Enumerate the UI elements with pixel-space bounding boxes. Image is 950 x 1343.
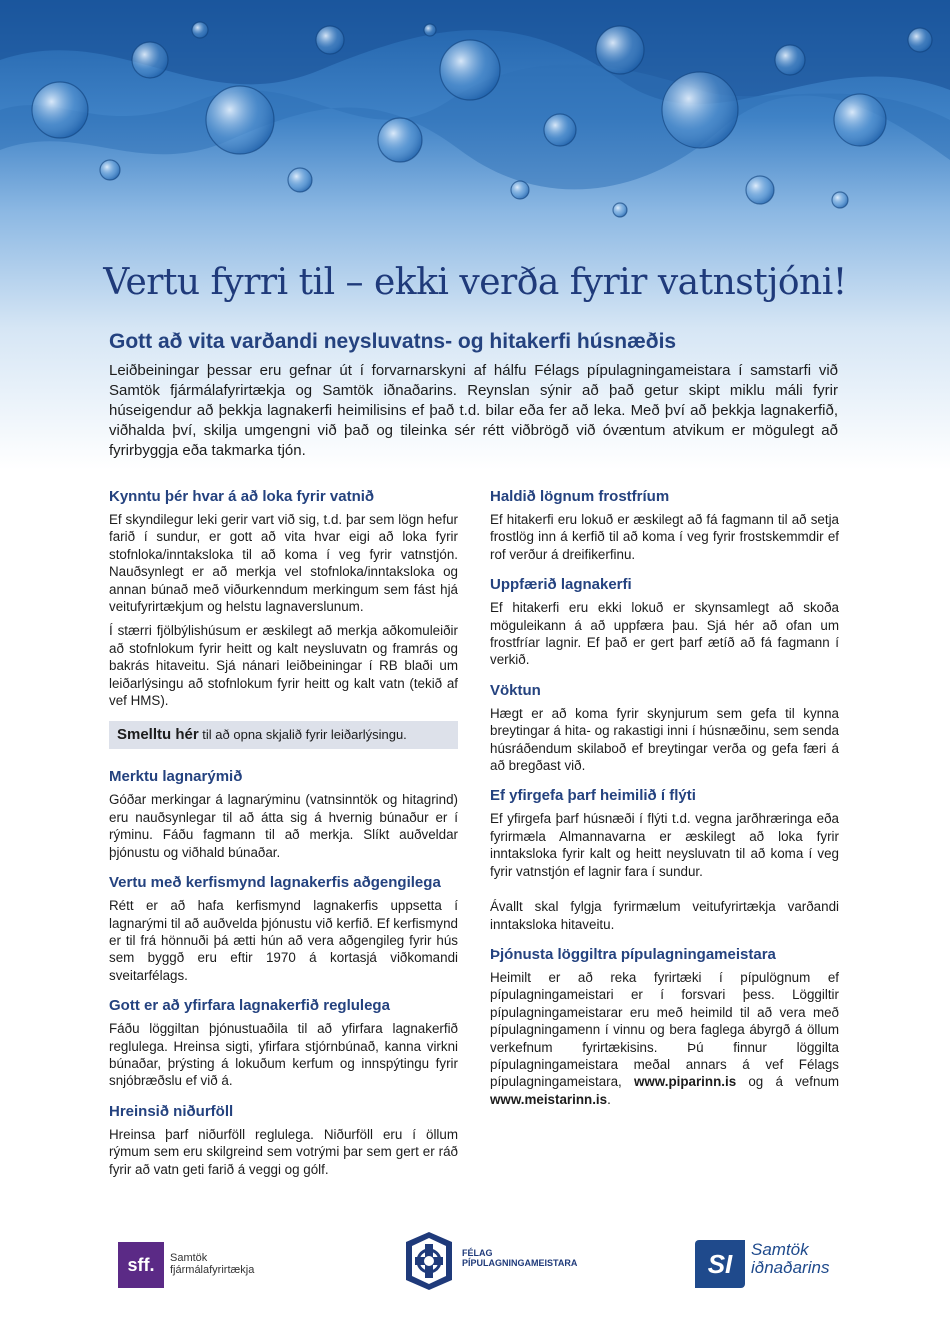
section-frost <box>490 487 839 563</box>
open-document-link[interactable] <box>109 721 458 749</box>
section-heading: Ef yfirgefa þarf heimilið í flýti <box>490 787 696 805</box>
fp-line2: PÍPULAGNINGAMEISTARA <box>462 1258 578 1268</box>
section-drains <box>109 1102 458 1178</box>
section-system-diagram <box>109 873 458 984</box>
plumbers-text-mid: og á vefnum <box>736 1074 840 1090</box>
si-line2: iðnaðarins <box>751 1258 830 1277</box>
section-heading: Haldið lögnum frostfríum <box>490 488 670 505</box>
click-here-rest: til að opna skjalið fyrir leiðarlýsingu. <box>198 727 407 743</box>
section-text: Ef yfirgefa þarf húsnæði í flýti t.d. vegna jarðhræringa eða fyrirmæla Almannavarna er æskilegt að loka fyrir inntaksloka fyrir kalt og heitt neysluvatn til að koma í veg fyrir vatnstjón ef lagnir fara í sundur. <box>490 811 839 879</box>
section-text <box>490 969 839 1108</box>
section-monitoring <box>490 681 839 775</box>
plumbers-text: Heimilt er að reka fyrirtæki í pípulögnum ef pípulagningameistari er í forsvari þess. Löggiltir pípulagningameistarar eru með heimild til að vera með pípulagningamenn í vinnu og bera faglega ábyrgð á öllum verkefnum fyrirtækisins. Þú finnur löggilta pípulagningameistara meðal annars á vef Félags pípulagningameistara, <box>490 969 839 1090</box>
piparinn-link[interactable]: www.piparinn.is <box>633 1074 737 1090</box>
fp-logo <box>404 1230 578 1297</box>
si-logo-mark: SI <box>695 1240 745 1288</box>
sff-logo-mark: sff. <box>118 1242 164 1288</box>
section-heading: Þjónusta löggiltra pípulagningameistara <box>490 945 776 963</box>
si-logo-text <box>751 1241 829 1277</box>
section-text: Ef hitakerfi eru ekki lokuð er skynsamlegt að skoða möguleikann á að uppfæra þau. Sjá hér að ofan um frostfríar lagnir. Ef það er gert þarf ætíð að fá fagmann í verkið. <box>490 600 839 668</box>
right-column <box>490 487 839 1120</box>
section-text: Rétt er að hafa kerfismynd lagnakerfis uppsetta í lagnarými til að auðvelda þjónustu við kerfið. Ef kerfismynd er til frá hönnuði þá ætti hún að vera aðgengileg fyrir hús sem byggð eru eftir 1970 á kortasjá viðkomandi sveitarfélags. <box>109 898 458 983</box>
section-heading: Hreinsið niðurföll <box>109 1102 234 1120</box>
section-upgrade <box>490 575 839 669</box>
sff-line2: fjármálafyrirtækja <box>170 1264 255 1276</box>
section-heading: Vöktun <box>490 681 541 699</box>
section-plumbers <box>490 945 839 1108</box>
intro-paragraph: Leiðbeiningar þessar eru gefnar út í forvarnarskyni af hálfu Félags pípulagningameistara í samstarfi við Samtök fjármálafyrirtækja og Samtök iðnaðarins. Reynslan sýnir að það getur skipt miklu máli fyrir húseigendur að þekkja lagnakerfi heimilisins ef það t.d. bilar eða fer að leka. Með því að þekkja lagnakerfið, viðhalda því, skilja umgengni við það og tileinka sér rétt viðbrögð við óvæntum atvikum er mögulegt að fyrirbyggja eða takmarka tjón. <box>109 362 838 459</box>
sff-logo-text <box>170 1252 254 1276</box>
si-line1: Samtök <box>751 1240 809 1259</box>
section-shutoff <box>109 487 458 709</box>
section-text: Í stærri fjölbýlishúsum er æskilegt að merkja aðkomuleiðir að stofnlokum fyrir heitt og kalt neysluvatn og framrás og bakrás hitaveitu. Sjá nánari leiðbeiningar í RB blaði um leiðarlýsingu að stofnlokum fyrir heitt og kalt vatn (tekið af vef HMS). <box>109 623 458 709</box>
section-heading: Kynntu þér hvar á að loka fyrir vatnið <box>109 488 375 505</box>
section-text: Ef hitakerfi eru lokuð er æskilegt að fá fagmann til að setja frostlög inn á kerfið til að koma í veg fyrir frostskemmdir ef rof verður á dreifikerfinu. <box>490 512 839 562</box>
section-label-room <box>109 767 458 861</box>
plumbers-text-end: . <box>607 1091 611 1107</box>
section-inspection <box>109 996 458 1090</box>
sff-line1: Samtök <box>170 1252 208 1264</box>
fp-emblem-icon <box>404 1230 454 1292</box>
page-title: Vertu fyrri til – ekki verða fyrir vatnstjóni! <box>103 262 847 303</box>
section-heading: Uppfærið lagnakerfi <box>490 576 632 594</box>
click-here-label[interactable]: Smelltu hér <box>117 726 199 744</box>
section-heading: Gott er að yfirfara lagnakerfið reglulega <box>109 997 390 1015</box>
page-subtitle: Gott að vita varðandi neysluvatns- og hitakerfi húsnæðis <box>109 330 677 353</box>
section-text: Ávallt skal fylgja fyrirmælum veitufyrirtækja varðandi inntaksloka hitaveitu. <box>490 899 839 932</box>
section-text: Góðar merkingar á lagnarýminu (vatnsinntök og hitagrind) eru nauðsynlegar til að átta sig á hvernig búnaður er í rýminu. Fáðu fagmann til að merkja. Slíkt auðveldar þjónustu og viðhald búnaðar. <box>109 792 458 860</box>
fp-line1: FÉLAG <box>462 1248 493 1258</box>
section-evacuate <box>490 786 839 932</box>
section-heading: Vertu með kerfismynd lagnakerfis aðgengilega <box>109 874 441 892</box>
section-heading: Merktu lagnarýmið <box>109 768 243 786</box>
left-column <box>109 487 458 1190</box>
section-text: Hreinsa þarf niðurföll reglulega. Niðurföll eru í öllum rýmum sem eru skilgreind sem votrými þar sem gert er ráð fyrir að vatn geti farið á veggi og gólf. <box>109 1126 458 1177</box>
section-text: Fáðu löggiltan þjónustuaðila til að yfirfara lagnakerfið reglulega. Hreinsa sigti, yfirfara stjórnbúnað, kanna virkni búnaðar, þrýsting á lokuðum kerfum og innspýtingu fyrir snjóbræðslu ef við á. <box>109 1021 458 1089</box>
meistarinn-link[interactable]: www.meistarinn.is <box>490 1091 608 1107</box>
partner-logos <box>0 1230 950 1300</box>
section-text: Hægt er að koma fyrir skynjurum sem gefa til kynna breytingar á hita- og rakastigi inni í húsnæðinu, sem senda húsráðendum skilaboð ef breytingar verða og gefa færi á að bregðast við. <box>490 705 839 774</box>
section-text: Ef skyndilegur leki gerir vart við sig, t.d. þar sem lögn hefur farið í sundur, er gott að vita hvar eigi að loka fyrir stofnloka/inntaksloka til að koma í veg fyrir vatnstjón. Nauðsynlegt er að merkja vel stofnloka/inntaksloka og annan búnað með viðurkenndum merkingum sem fást hjá veitufyrirtækjum og helstu lagnaverslunum. <box>109 512 458 615</box>
fp-logo-text <box>462 1248 577 1268</box>
